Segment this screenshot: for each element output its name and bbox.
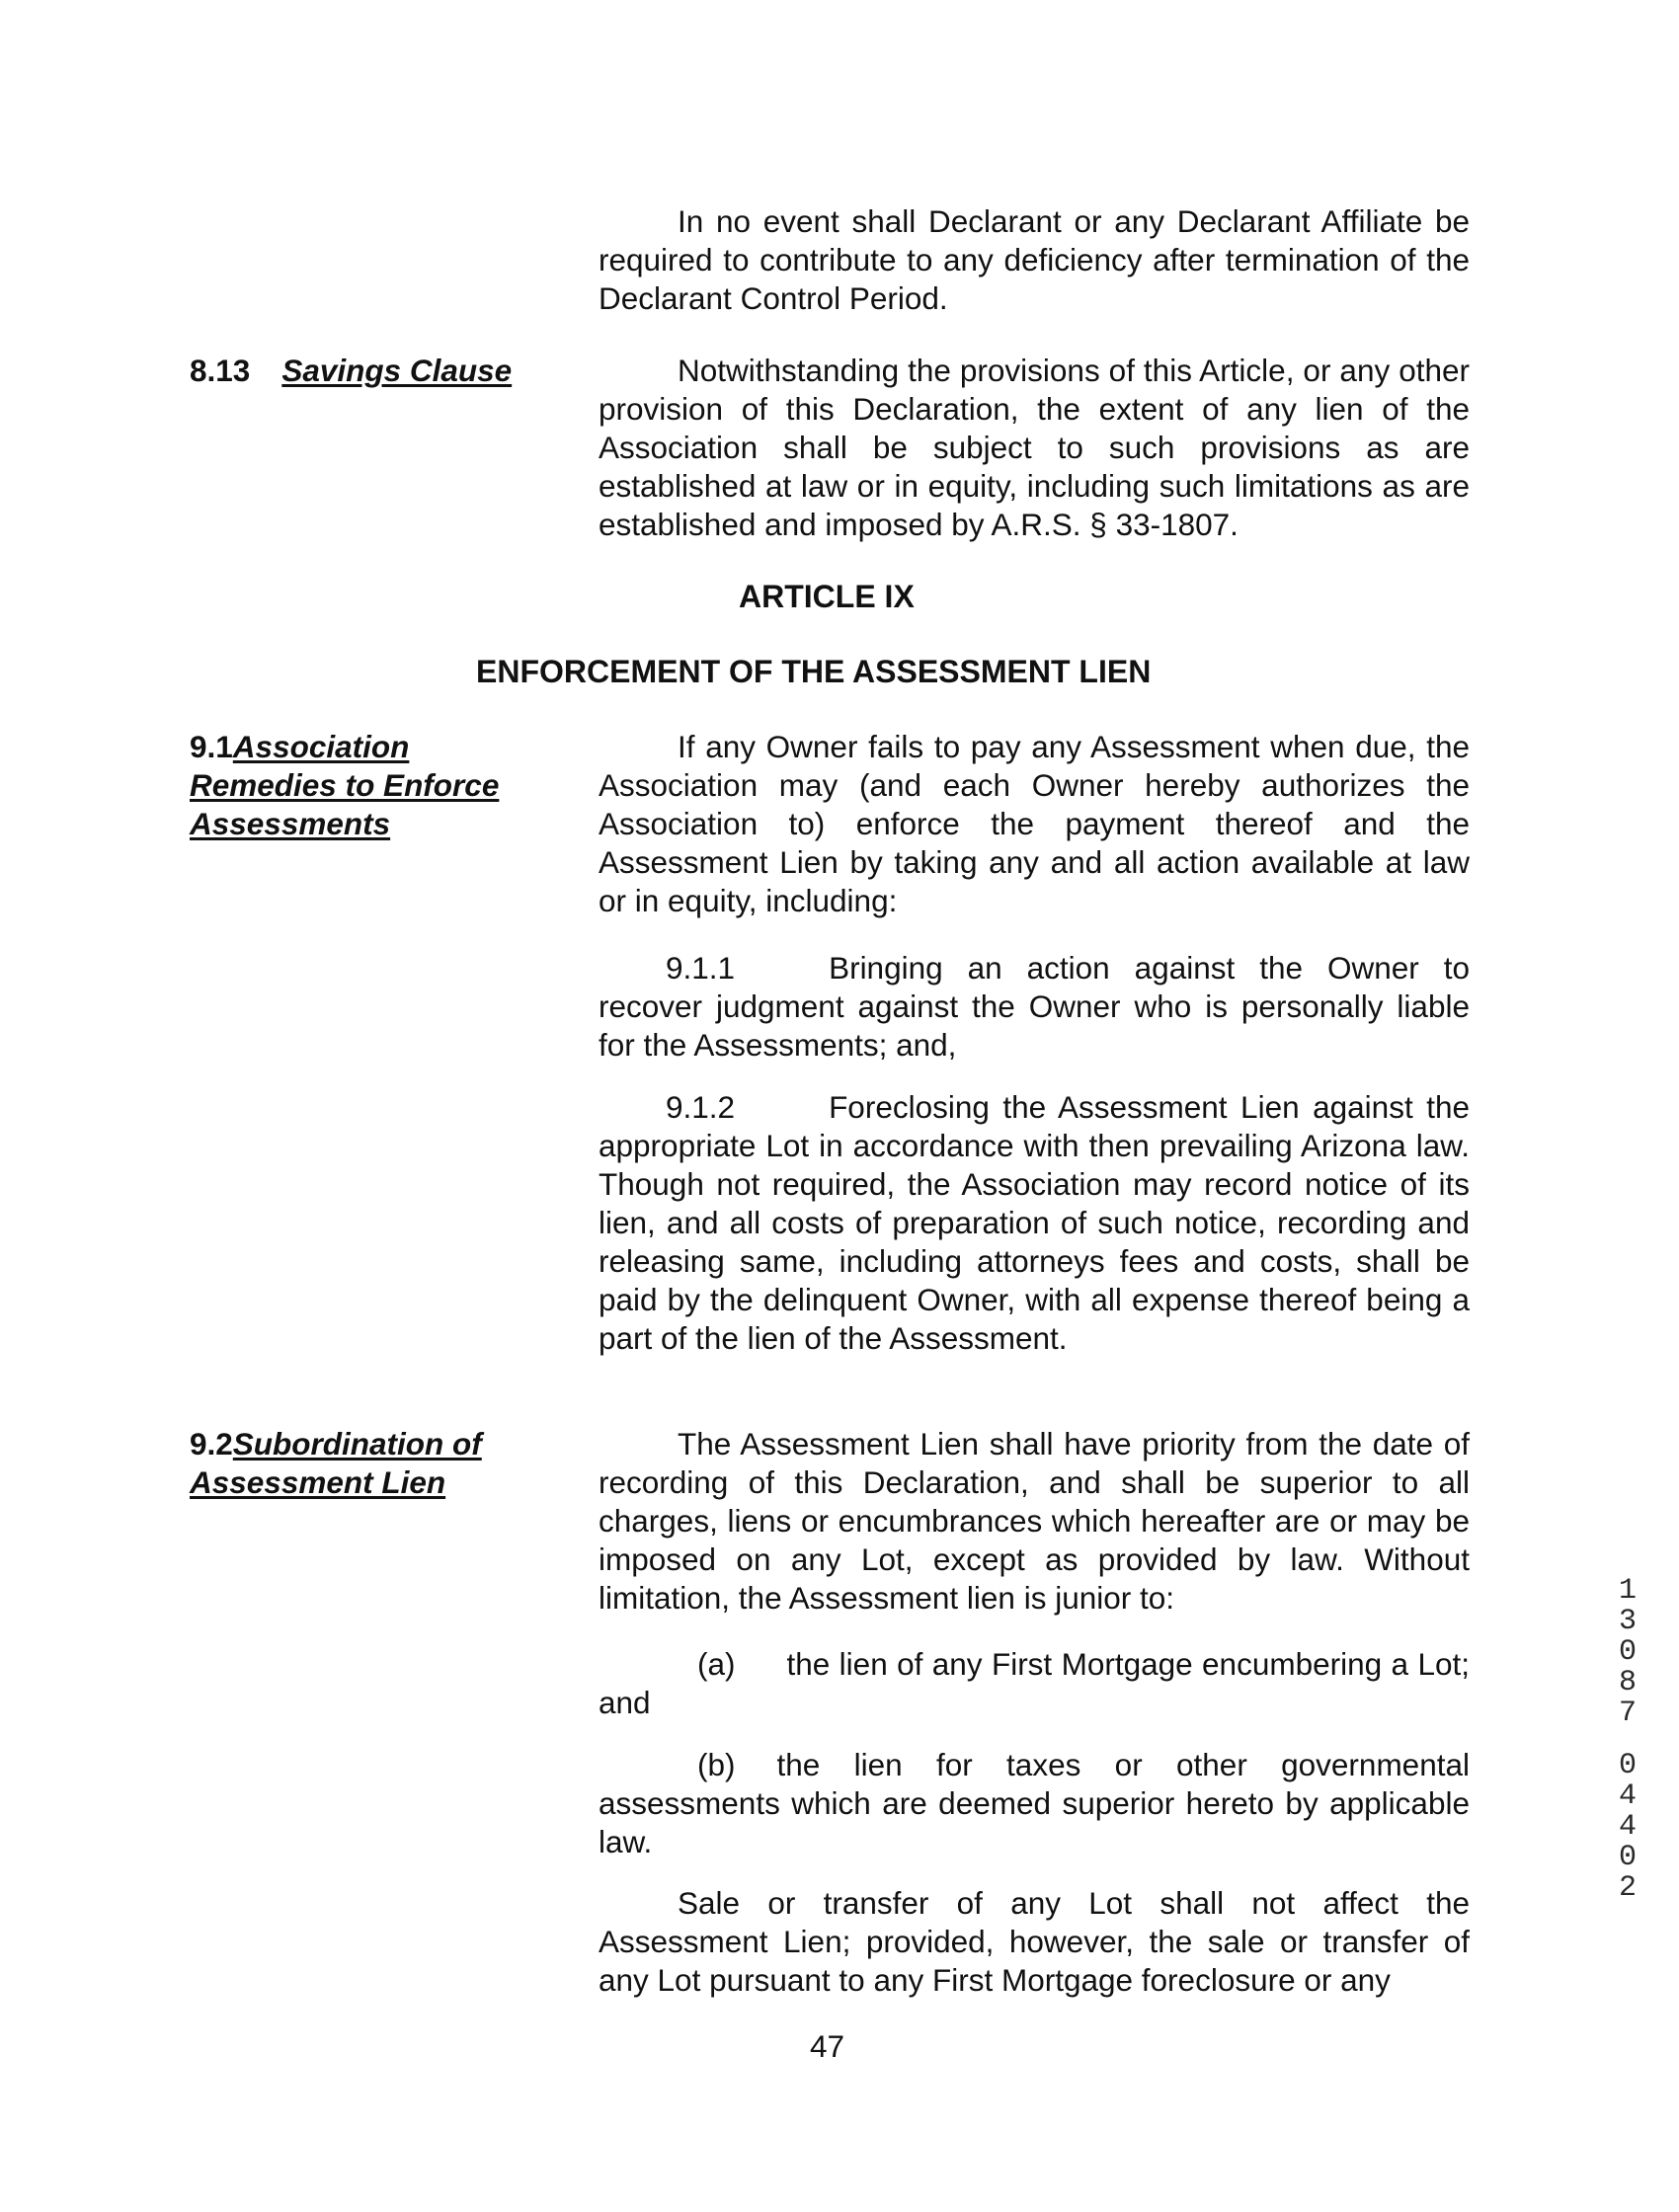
stamp-digit: 3 [1618,1605,1637,1638]
section-9-2-item-b [599,1746,1470,1861]
section-title-line-2: Remedies to Enforce [190,767,500,803]
section-9-1-2 [599,1088,1470,1358]
intro-paragraph: In no event shall Declarant or any Declarant Affiliate be required to contribute to any deficiency after termination of the Declarant Control Period. [599,203,1470,316]
section-number: 8.13 [190,353,251,388]
stamp-digit: 8 [1618,1666,1637,1699]
stamp-digit: 7 [1618,1697,1637,1730]
stamp-digit: 1 [1618,1574,1637,1608]
section-title: Savings Clause [281,353,513,388]
item-text: Foreclosing the Assessment Lien against the appropriate Lot in accordance with then prevailing Arizona law. Though not required, the Association may record notice of its lien, and all costs of preparation of such notice, recording and releasing same, including attorneys fees and costs, shall be paid by the delinquent Owner, with all expense thereof being a part of the lien of the Assessment. [599,1089,1470,1356]
section-title-line-3: Assessments [190,806,391,841]
recording-stamp-part-2 [1608,1751,1647,1904]
article-title: ENFORCEMENT OF THE ASSESSMENT LIEN [476,654,1152,689]
item-label: (b) [697,1747,736,1782]
section-9-2-item-a [599,1645,1470,1722]
stamp-digit: 0 [1618,1635,1637,1669]
section-9-2-heading [190,1425,545,1502]
stamp-digit: 4 [1618,1810,1637,1844]
stamp-digit: 2 [1618,1871,1637,1905]
section-title-line-1: Subordination of [232,1426,482,1462]
section-9-1-heading [190,728,545,843]
page-number: 47 [810,2028,845,2064]
section-number: 9.1 [190,729,233,764]
item-number: 9.1.1 [666,950,736,986]
stamp-digit: 0 [1618,1841,1637,1874]
article-heading: ARTICLE IX [739,579,915,614]
section-8-13-heading [190,352,545,390]
section-8-13-body: Notwithstanding the provisions of this Article, or any other provision of this Declaration, the extent of any lien of the Association shall be subject to such provisions as are established at law or in equity, including such limitations as are established and imposed by A.R.S. § 33-1807. [599,353,1470,542]
section-title-line-1: Association [232,729,410,764]
section-9-2-body: The Assessment Lien shall have priority from the date of recording of this Declaration, and shall be superior to all charges, liens or encumbrances which hereafter are or may be imposed on any Lot, except as provided by law. Without limitation, the Assessment lien is junior to: [599,1426,1470,1616]
item-label: (a) [697,1646,736,1682]
recording-stamp-part-1 [1608,1576,1647,1729]
item-text: the lien for taxes or other governmental assessments which are deemed superior hereto by applicable law. [599,1747,1470,1859]
stamp-digit: 0 [1618,1749,1637,1782]
item-number: 9.1.2 [666,1089,736,1125]
recording-stamp [1608,1576,1647,1904]
section-number: 9.2 [190,1426,233,1462]
section-9-2-closing: Sale or transfer of any Lot shall not affect the Assessment Lien; provided, however, the sale or transfer of any Lot pursuant to any First Mortgage foreclosure or any [599,1885,1470,1998]
section-9-1-1 [599,949,1470,1065]
item-text: the lien of any First Mortgage encumbering a Lot; and [599,1646,1470,1720]
section-9-1-body: If any Owner fails to pay any Assessment when due, the Association may (and each Owner hereby authorizes the Association to) enforce the payment thereof and the Assessment Lien by taking any and all action available at law or in equity, including: [599,729,1470,918]
section-title-line-2: Assessment Lien [190,1464,446,1500]
item-text: Bringing an action against the Owner to recover judgment against the Owner who is personally liable for the Assessments; and, [599,950,1470,1063]
stamp-digit: 4 [1618,1779,1637,1813]
